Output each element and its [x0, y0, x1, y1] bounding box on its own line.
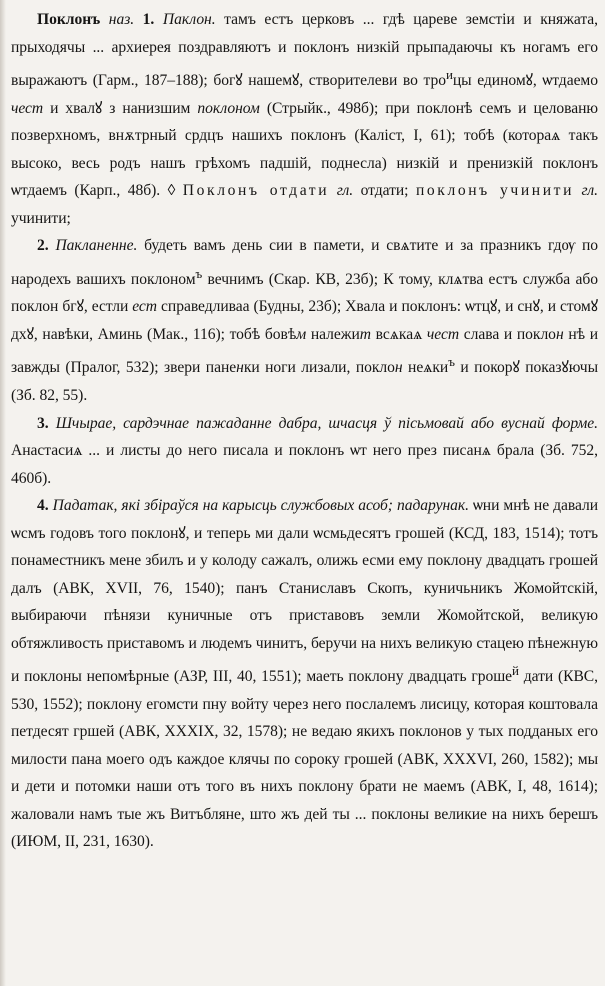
sense-1-number: 1.: [142, 11, 155, 28]
sense-2-text: нѣ и завжды (Пралог, 532); звери пане: [11, 325, 599, 377]
entry-sense-2: [11, 232, 598, 409]
sense-4-text: дати (КВС, 530, 1552); поклону егомсти пну войту через него послалемъ лисицу, которая коштовала петдесят гршей (АВК, XXXIX, 32, 1578); не ведаю якихъ поклонов у тых подданых его милости пана моего одъ каждое клячы по сороку грошей (АВК, XXXVI, 260, 1582); мы и дети и потомки наши отъ того въ нихъ поклону брати не маемъ (АВК, I, 48, 1614); жаловали намъ тые жъ Витъбляне, што жъ дей ты ... поклоны великие на нихъ берешъ (ИЮМ, II, 231, 1630).: [11, 668, 598, 851]
phrase-2: поклонъ учинити: [415, 182, 575, 200]
sense-1-gloss: Паклон.: [162, 11, 216, 28]
sense-2-text: належи: [306, 325, 360, 343]
sense-1-text: отдати;: [353, 182, 416, 200]
sense-4-gloss: Падатак, які збіраўся на карысць службовых асоб; падарунак.: [52, 497, 469, 515]
superscript: ъ: [195, 265, 203, 281]
sense-2-italic: н: [236, 359, 244, 377]
sense-1-text: (Стрыйк., 498б); при поклонѣ семъ и целованю позверхномъ, внѫтрный срдцъ нашихъ поклонъ (Каліст, I, 61); тобѣ (котораѧ такъ высоко, весь родъ нашъ грѣхомъ падшій, поднесла) низкій и пренизкій поклонъ ѡтдаемъ (Карп., 48б). ◊: [11, 99, 598, 200]
sense-2-text: справедливаа (Будны, 23б); Хвала и поклонъ: ѡтцꙋ, и снꙋ, и стомꙋ дхꙋ, навѣки, Аминь (Мак., 116); тобѣ бовѣ: [11, 298, 598, 343]
sense-2-italic: м: [296, 325, 307, 343]
sense-1-text: учинити;: [11, 209, 71, 227]
page-edge-shadow: [0, 0, 6, 986]
sense-2-text: ки ноги лизали, покло: [243, 359, 395, 377]
sense-2-italic: чест: [426, 325, 460, 343]
sense-2-text: неѧки: [402, 359, 449, 377]
sense-1-text: цы единомꙋ, ѡтдаемо: [452, 72, 598, 90]
sense-4-number: 4.: [37, 497, 49, 515]
sense-1-italic: поклоном: [190, 99, 260, 117]
sense-1-text: [329, 182, 337, 199]
sense-1-italic: чест: [11, 99, 44, 117]
abbr-verb: гл.: [581, 182, 598, 200]
headword: Поклонъ: [37, 11, 101, 28]
abbr-verb: гл.: [336, 182, 354, 200]
superscript: и: [445, 67, 453, 82]
entry-sense-1: [11, 6, 598, 232]
sense-2-number: 2.: [37, 237, 49, 255]
sense-2-gloss: Пакланенне.: [55, 237, 138, 255]
entry-sense-3: [11, 410, 598, 493]
sense-2-italic: т: [359, 325, 371, 343]
entry-sense-4: [11, 492, 598, 856]
sense-2-text: будеть вамъ день сии в памети, и свѧтите и за празникъ гдѹ по народехъ вашихъ поклоном: [11, 237, 598, 288]
sense-3-gloss: Шчырае, сардэчнае пажаданне дабра, шчасця ў пісьмовай або вуснай форме.: [55, 414, 598, 432]
sense-2-text: вечнимъ (Скар. КВ, 23б); К тому, клѧтва естъ служба або поклон бгꙋ, естли: [11, 270, 598, 316]
sense-1-text: тамъ естъ церковъ ... гдѣ цареве земстіи и княжата, прыходячы ... архиерея поздравляютъ и поклонъ низкій прыпадаючы къ ногамъ его выражаютъ (Гарм., 187–188); богꙋ нашемꙋ, створителеви во тро: [11, 11, 598, 90]
sense-2-text: слава и покло: [459, 325, 556, 343]
superscript: ъ: [448, 354, 455, 370]
part-of-speech: наз.: [108, 11, 135, 28]
sense-2-text: и покорꙋ показꙋючы (Зб. 82, 55).: [11, 359, 599, 405]
sense-2-text: всѧкаѧ: [370, 325, 427, 343]
superscript: й: [512, 663, 519, 679]
phrase-1: Поклонъ отдати: [182, 182, 330, 200]
sense-2-italic: н: [555, 325, 564, 343]
sense-3-number: 3.: [37, 414, 49, 432]
sense-1-text: и хвалꙋ з нанизшим: [43, 99, 191, 117]
sense-2-italic: ест: [132, 298, 158, 316]
sense-2-italic: н: [394, 359, 403, 377]
sense-3-text: Анастасиѧ ... и листы до него писала и поклонъ ѡт него през писанѧ брала (Зб. 752, 460б).: [11, 442, 598, 487]
sense-4-text: ѡни мнѣ не давали ѡсмъ годовъ того поклонꙋ, и теперь ми дали ѡсмьдесятъ грошей (КСД, 183, 1514); тотъ понаместникъ мене збилъ и у колоду сажалъ, олижь есми ему поклону двадцать грошей далъ (АВК, XVII, 76, 1540); панъ Станиславъ Скопъ, куничьникъ Жомойтскій, выбираючи пѣнязи куничные отъ приставовъ земли Жомойтской, великую обтяжливость приставомъ и людемъ чинитъ, беручи на нихъ великую стацею пѣнежную и поклоны непомѣрные (АЗР, III, 40, 1551); маеть поклону двадцать гроше: [11, 497, 598, 686]
